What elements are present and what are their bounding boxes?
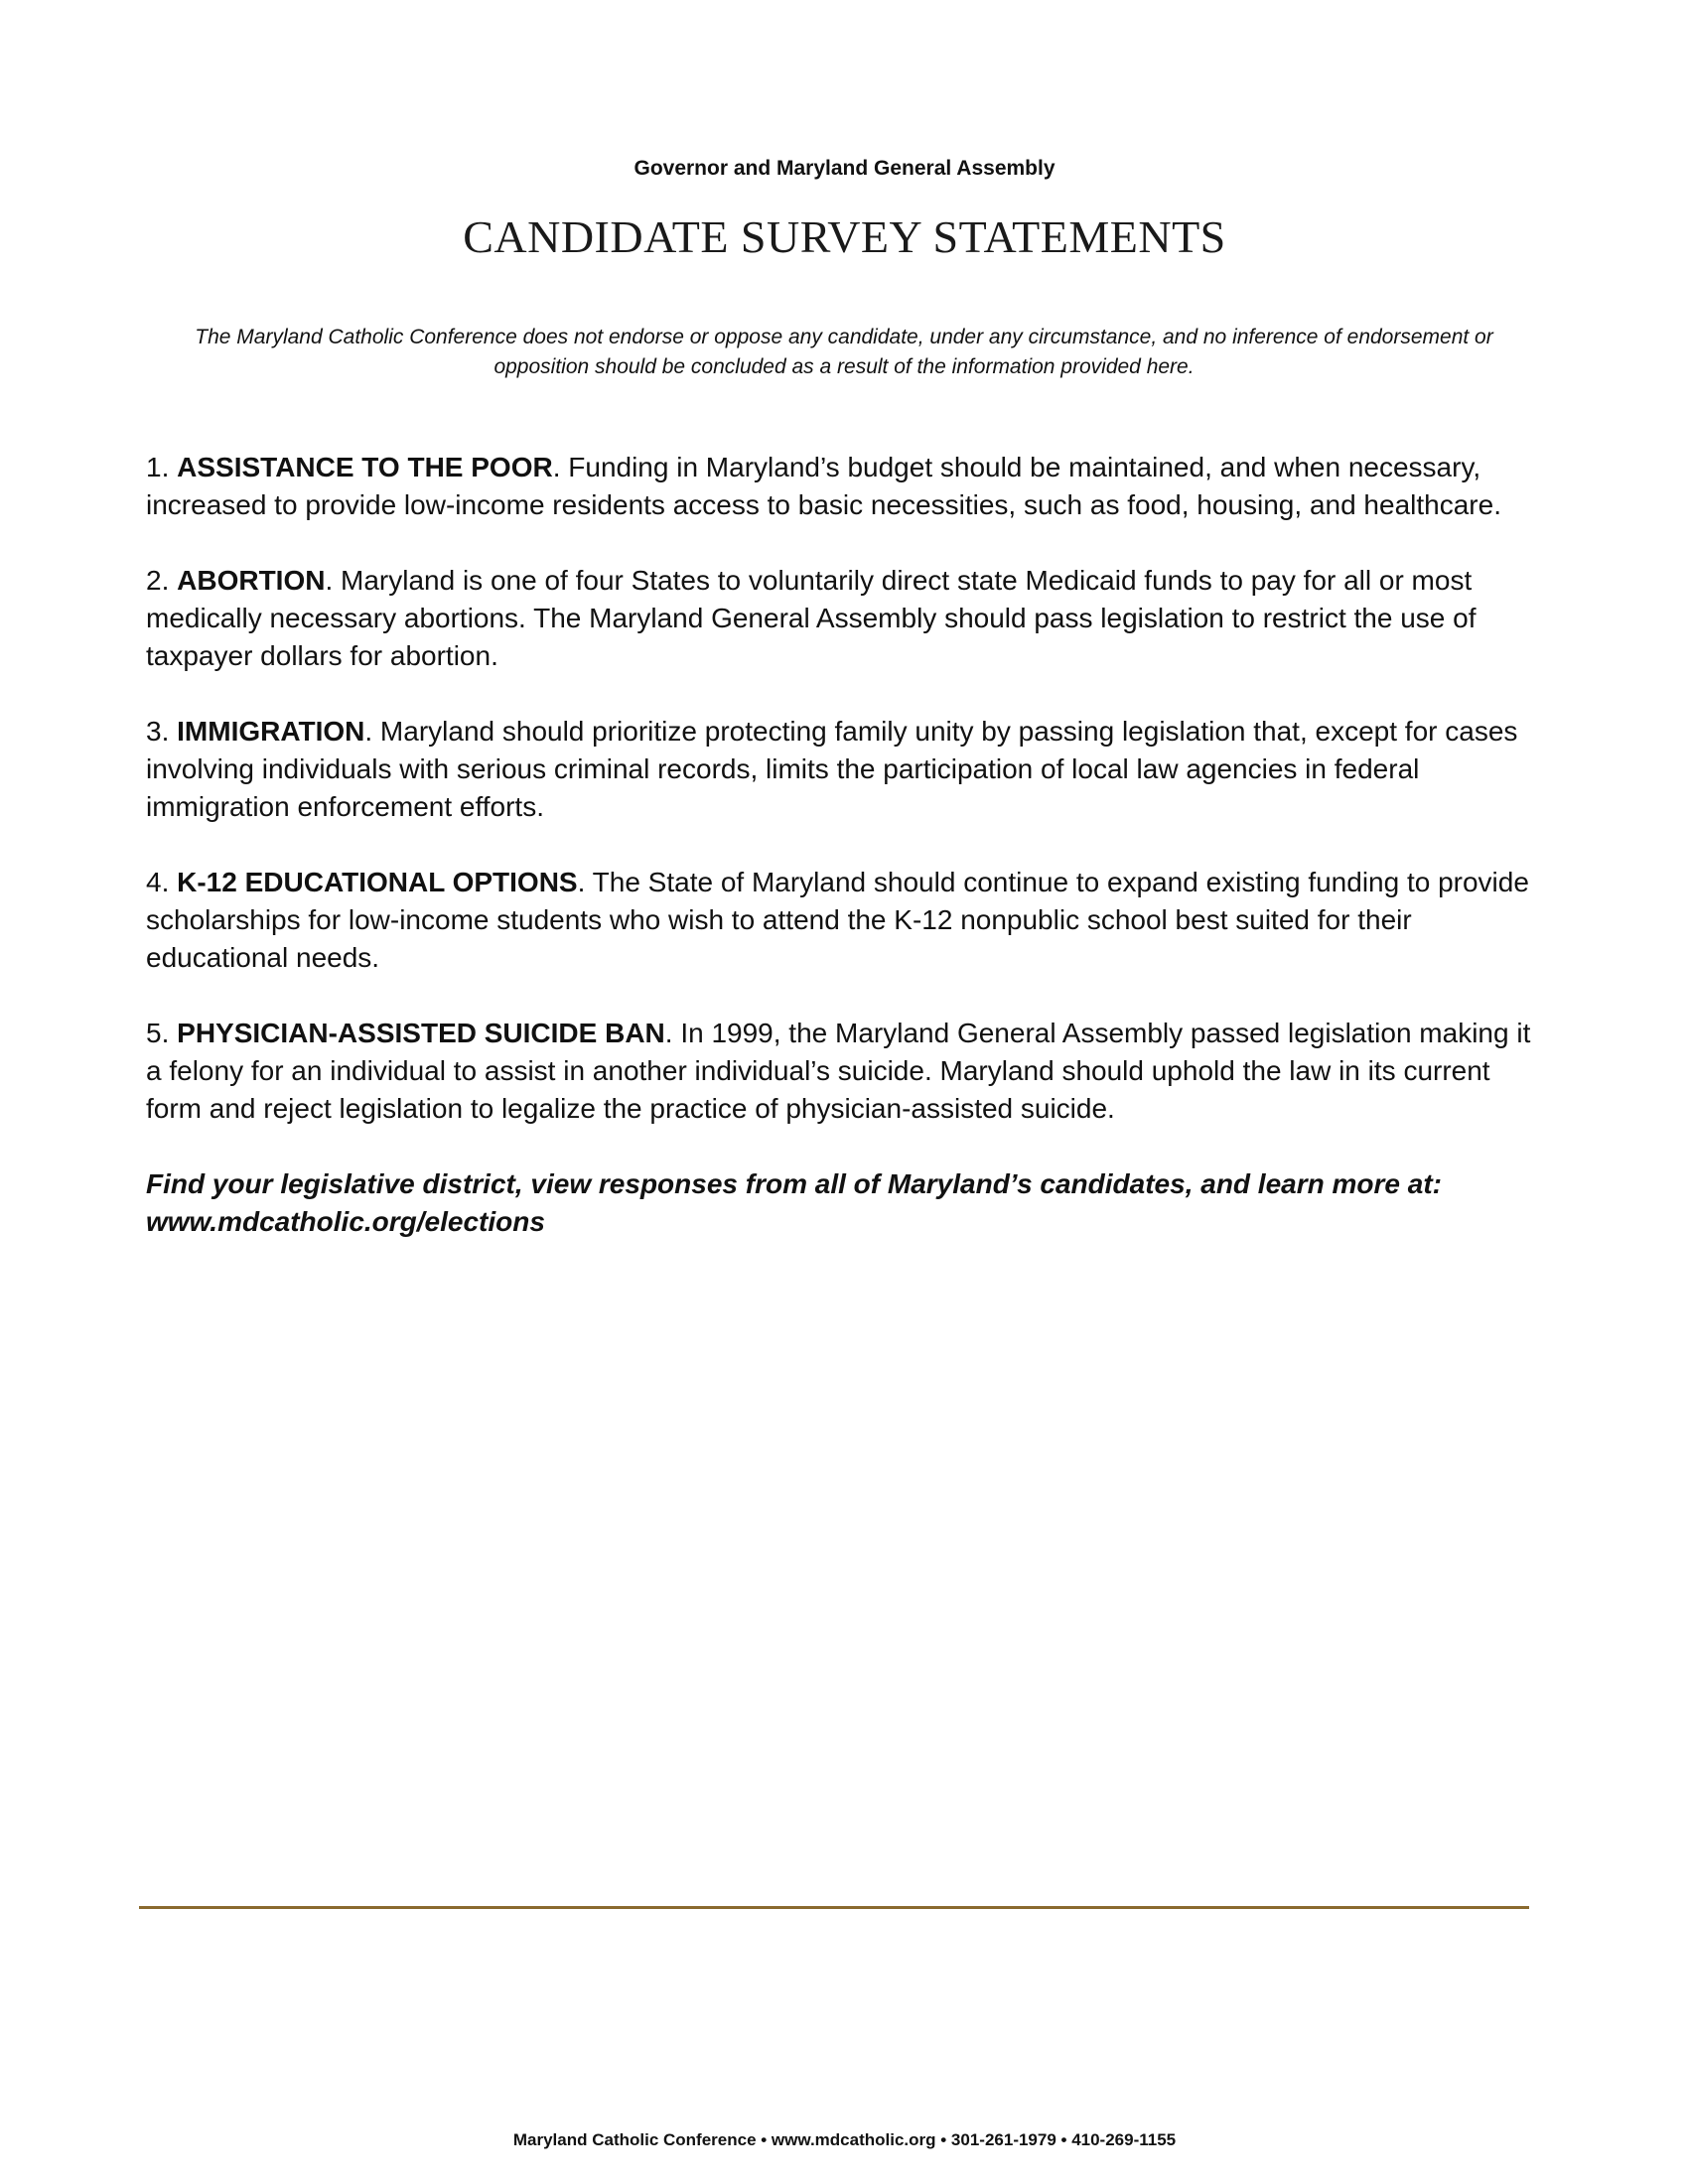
footer-contact-line: Maryland Catholic Conference • www.mdcatholic.org • 301-261-1979 • 410-269-1155 [512, 2130, 1177, 2149]
statements-list [146, 449, 1536, 1241]
statement-1 [146, 449, 1536, 524]
statement-number: 3. [146, 716, 178, 747]
statement-number: 5. [146, 1018, 178, 1048]
statement-body: . Funding in Maryland’s budget should be maintained, and when necessary, increased to provide low-income residents access to basic necessities, such as food, housing, and healthcare. [146, 452, 1501, 520]
statement-heading: K-12 EDUCATIONAL OPTIONS [177, 867, 578, 897]
statement-heading: ABORTION [177, 565, 326, 596]
statement-heading: PHYSICIAN-ASSISTED SUICIDE BAN [177, 1018, 665, 1048]
statement-body: . In 1999, the Maryland General Assembly passed legislation making it a felony for an individual to assist in another individual’s suicide. Maryland should uphold the law in its current form and reject legislation to legalize the practice of physician-assisted suicide. [146, 1018, 1531, 1124]
statement-heading: IMMIGRATION [177, 716, 365, 747]
disclaimer-text: The Maryland Catholic Conference does not endorse or oppose any candidate, under any circumstance, and no inference of endorsement or opposition should be concluded as a result of the information provided here. [195, 326, 1493, 378]
closing-call-to-action: Find your legislative district, view responses from all of Maryland’s candidates, and learn more at: www.mdcatholic.org/elections [146, 1168, 1442, 1237]
document-title: CANDIDATE SURVEY STATEMENTS [463, 211, 1226, 262]
statement-5 [146, 1015, 1536, 1128]
statement-4 [146, 864, 1536, 977]
statement-number: 1. [146, 452, 178, 482]
statement-body: . Maryland is one of four States to voluntarily direct state Medicaid funds to pay for all or most medically necessary abortions. The Maryland General Assembly should pass legislation to restrict the use of taxpayer dollars for abortion. [146, 565, 1477, 671]
statement-2 [146, 562, 1536, 675]
statement-3 [146, 713, 1536, 826]
footer-divider [139, 1906, 1529, 1909]
statement-number: 2. [146, 565, 178, 596]
document-supertitle: Governor and Maryland General Assembly [633, 157, 1056, 180]
statement-body: . Maryland should prioritize protecting family unity by passing legislation that, except for cases involving individuals with serious criminal records, limits the participation of local law agencies in federal immigration enforcement efforts. [146, 716, 1518, 822]
statement-body: . The State of Maryland should continue to expand existing funding to provide scholarships for low-income students who wish to attend the K-12 nonpublic school best suited for their educational needs. [146, 867, 1529, 973]
statement-number: 4. [146, 867, 178, 897]
statement-heading: ASSISTANCE TO THE POOR [177, 452, 553, 482]
